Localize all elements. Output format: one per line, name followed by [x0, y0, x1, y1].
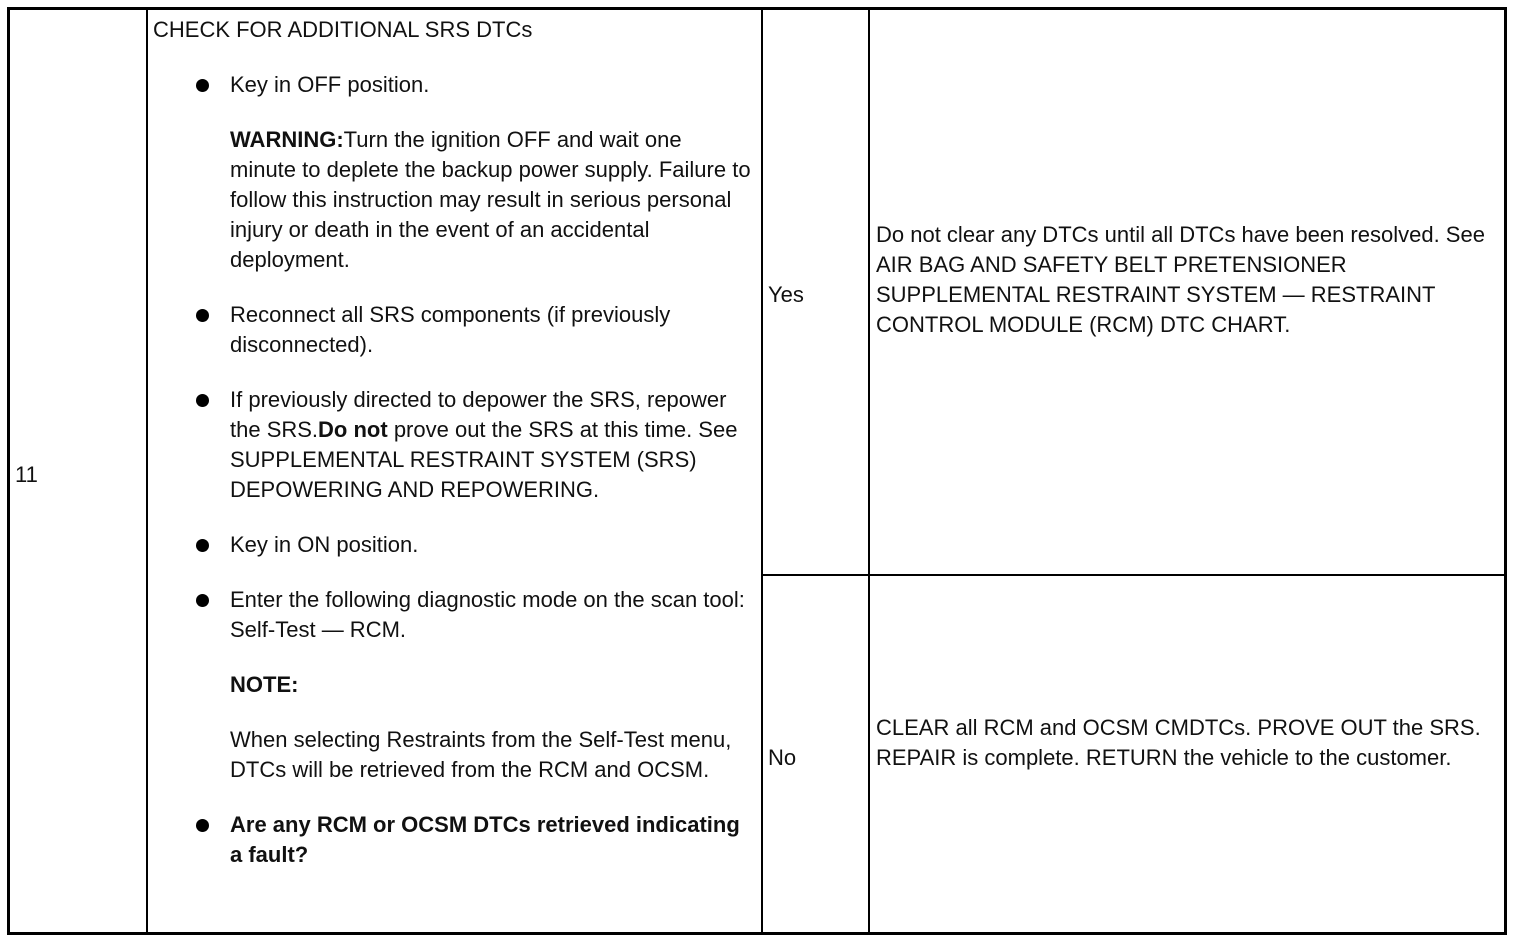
column-divider [761, 10, 763, 932]
repower-bold-text: Do not [318, 417, 388, 442]
no-label: No [768, 745, 797, 770]
yes-label: Yes [768, 282, 804, 307]
key-on-text: Key in ON position. [230, 532, 419, 557]
step-number: 11 [15, 462, 38, 487]
list-item [153, 530, 753, 560]
warning-text: Turn the ignition OFF and wait one minute to deplete the backup power supply. Failure to follow this instruction may result in serious personal injury or death in the event of an accidental deployment. [230, 127, 751, 272]
list-item [153, 585, 753, 645]
no-action: CLEAR all RCM and OCSM CMDTCs. PROVE OUT the SRS. REPAIR is complete. RETURN the vehicle to the customer. [876, 715, 1481, 770]
bullet-icon [196, 539, 209, 552]
bullet-icon [196, 309, 209, 322]
list-item [153, 70, 753, 100]
repower-text: If previously directed to depower the SRS, repower the SRS. [230, 387, 727, 442]
warning-label: WARNING: [230, 127, 344, 152]
bullet-icon [196, 394, 209, 407]
question-text: Are any RCM or OCSM DTCs retrieved indicating a fault? [230, 812, 740, 867]
warning-paragraph [153, 125, 753, 275]
list-item [153, 810, 753, 870]
yes-action: Do not clear any DTCs until all DTCs have been resolved. See AIR BAG AND SAFETY BELT PRETENSIONER SUPPLEMENTAL RESTRAINT SYSTEM — RESTRAINT CONTROL MODULE (RCM) DTC CHART. [876, 222, 1485, 337]
list-item [153, 300, 753, 360]
column-divider [868, 10, 870, 932]
bullet-icon [196, 79, 209, 92]
procedure-cell [153, 15, 753, 870]
diagnostic-step-table [7, 7, 1507, 935]
row-divider [762, 574, 1504, 576]
list-item [153, 385, 753, 505]
procedure-title: CHECK FOR ADDITIONAL SRS DTCs [153, 17, 533, 42]
reconnect-text: Reconnect all SRS components (if previously disconnected). [230, 302, 671, 357]
note-label: NOTE: [230, 672, 299, 697]
repower-text-end: prove out the SRS at this time. See SUPPLEMENTAL RESTRAINT SYSTEM (SRS) DEPOWERING AND REPOWERING. [230, 417, 738, 502]
key-off-text: Key in OFF position. [230, 72, 430, 97]
enter-mode-text: Enter the following diagnostic mode on the scan tool: Self-Test — RCM. [230, 587, 745, 642]
column-divider [146, 10, 148, 932]
bullet-icon [196, 819, 209, 832]
bullet-icon [196, 594, 209, 607]
note-text: When selecting Restraints from the Self-Test menu, DTCs will be retrieved from the RCM and OCSM. [230, 727, 732, 782]
